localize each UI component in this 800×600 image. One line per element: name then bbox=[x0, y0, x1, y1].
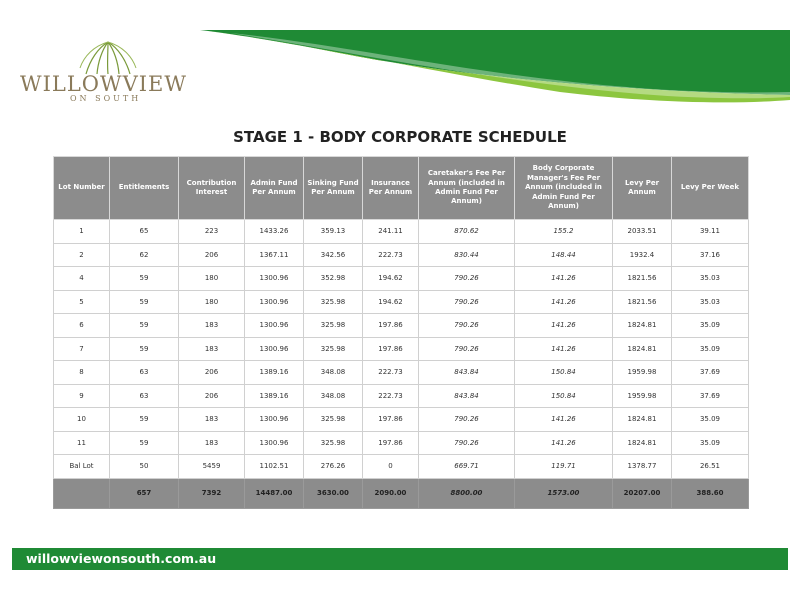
table-cell: 359.13 bbox=[304, 220, 363, 244]
table-cell: 119.71 bbox=[515, 455, 613, 479]
table-cell: 7 bbox=[54, 337, 110, 361]
table-cell: 1367.11 bbox=[245, 243, 304, 267]
table-cell: 59 bbox=[110, 267, 179, 291]
table-cell: 1378.77 bbox=[613, 455, 672, 479]
table-row bbox=[54, 314, 749, 338]
table-cell: 1824.81 bbox=[613, 408, 672, 432]
table-cell: 1824.81 bbox=[613, 431, 672, 455]
total-cell: 388.60 bbox=[672, 478, 749, 508]
table-cell: 141.26 bbox=[515, 408, 613, 432]
table-cell: 348.08 bbox=[304, 384, 363, 408]
table-cell: 276.26 bbox=[304, 455, 363, 479]
table-cell: 141.26 bbox=[515, 337, 613, 361]
table-cell: 790.26 bbox=[419, 314, 515, 338]
table-cell: 1932.4 bbox=[613, 243, 672, 267]
table-cell: 1300.96 bbox=[245, 267, 304, 291]
table-cell: 35.03 bbox=[672, 267, 749, 291]
column-header: Levy Per Week bbox=[672, 157, 749, 220]
table-cell: Bal Lot bbox=[54, 455, 110, 479]
table-cell: 222.73 bbox=[363, 384, 419, 408]
table-cell: 63 bbox=[110, 361, 179, 385]
table-cell: 1389.16 bbox=[245, 361, 304, 385]
table-cell: 222.73 bbox=[363, 361, 419, 385]
table-cell: 1300.96 bbox=[245, 431, 304, 455]
total-cell: 657 bbox=[110, 478, 179, 508]
table-row bbox=[54, 431, 749, 455]
table-cell: 843.84 bbox=[419, 361, 515, 385]
total-cell: 8800.00 bbox=[419, 478, 515, 508]
table-cell: 790.26 bbox=[419, 290, 515, 314]
table-cell: 26.51 bbox=[672, 455, 749, 479]
table-cell: 141.26 bbox=[515, 314, 613, 338]
page-title: STAGE 1 - BODY CORPORATE SCHEDULE bbox=[233, 128, 567, 146]
table-cell: 222.73 bbox=[363, 243, 419, 267]
table-cell: 59 bbox=[110, 337, 179, 361]
table-cell: 180 bbox=[179, 290, 245, 314]
table-cell: 59 bbox=[110, 290, 179, 314]
table-cell: 183 bbox=[179, 314, 245, 338]
table-cell: 59 bbox=[110, 314, 179, 338]
table-cell: 1824.81 bbox=[613, 314, 672, 338]
table-cell: 348.08 bbox=[304, 361, 363, 385]
table-cell: 194.62 bbox=[363, 267, 419, 291]
table-cell: 141.26 bbox=[515, 290, 613, 314]
table-cell: 1102.51 bbox=[245, 455, 304, 479]
table-cell: 790.26 bbox=[419, 408, 515, 432]
table-cell: 35.09 bbox=[672, 431, 749, 455]
table-cell: 65 bbox=[110, 220, 179, 244]
table-cell: 35.09 bbox=[672, 408, 749, 432]
table-cell: 50 bbox=[110, 455, 179, 479]
column-header: Caretaker's Fee Per Annum (included in Admin Fund Per Annum) bbox=[419, 157, 515, 220]
table-cell: 150.84 bbox=[515, 384, 613, 408]
table-cell: 35.09 bbox=[672, 314, 749, 338]
column-header: Levy Per Annum bbox=[613, 157, 672, 220]
total-cell: 2090.00 bbox=[363, 478, 419, 508]
total-cell: 3630.00 bbox=[304, 478, 363, 508]
column-header: Lot Number bbox=[54, 157, 110, 220]
table-cell: 1821.56 bbox=[613, 290, 672, 314]
table-cell: 180 bbox=[179, 267, 245, 291]
table-row bbox=[54, 408, 749, 432]
table-cell: 206 bbox=[179, 384, 245, 408]
table-cell: 141.26 bbox=[515, 431, 613, 455]
table-cell: 1433.26 bbox=[245, 220, 304, 244]
total-cell: 1573.00 bbox=[515, 478, 613, 508]
table-cell: 1 bbox=[54, 220, 110, 244]
table-cell: 59 bbox=[110, 408, 179, 432]
table-cell: 10 bbox=[54, 408, 110, 432]
table-cell: 325.98 bbox=[304, 408, 363, 432]
table-cell: 39.11 bbox=[672, 220, 749, 244]
table-cell: 197.86 bbox=[363, 314, 419, 338]
table-cell: 194.62 bbox=[363, 290, 419, 314]
table-cell: 6 bbox=[54, 314, 110, 338]
column-header: Body Corporate Manager's Fee Per Annum (included in Admin Fund Per Annum) bbox=[515, 157, 613, 220]
total-cell: 20207.00 bbox=[613, 478, 672, 508]
table-cell: 325.98 bbox=[304, 290, 363, 314]
table-cell: 1959.98 bbox=[613, 384, 672, 408]
table-cell: 8 bbox=[54, 361, 110, 385]
table-row bbox=[54, 267, 749, 291]
logo-wordmark: WILLOWVIEW bbox=[20, 72, 187, 96]
table-cell: 2033.51 bbox=[613, 220, 672, 244]
column-header: Contribution Interest bbox=[179, 157, 245, 220]
table-cell: 790.26 bbox=[419, 267, 515, 291]
table-cell: 1824.81 bbox=[613, 337, 672, 361]
table-cell: 11 bbox=[54, 431, 110, 455]
table-cell: 669.71 bbox=[419, 455, 515, 479]
table-cell: 37.69 bbox=[672, 361, 749, 385]
table-cell: 843.84 bbox=[419, 384, 515, 408]
table-cell: 5459 bbox=[179, 455, 245, 479]
table-cell: 197.86 bbox=[363, 337, 419, 361]
table-cell: 37.69 bbox=[672, 384, 749, 408]
table-cell: 2 bbox=[54, 243, 110, 267]
table-row bbox=[54, 455, 749, 479]
table-cell: 0 bbox=[363, 455, 419, 479]
table-row bbox=[54, 361, 749, 385]
table-cell: 206 bbox=[179, 243, 245, 267]
table-cell: 241.11 bbox=[363, 220, 419, 244]
table-cell: 325.98 bbox=[304, 431, 363, 455]
table-header-row bbox=[54, 157, 749, 220]
table-cell: 150.84 bbox=[515, 361, 613, 385]
table-cell: 59 bbox=[110, 431, 179, 455]
table-cell: 62 bbox=[110, 243, 179, 267]
table-cell: 325.98 bbox=[304, 314, 363, 338]
total-cell bbox=[54, 478, 110, 508]
table-cell: 63 bbox=[110, 384, 179, 408]
totals-row bbox=[54, 478, 749, 508]
table-cell: 1300.96 bbox=[245, 408, 304, 432]
table-cell: 155.2 bbox=[515, 220, 613, 244]
table-cell: 5 bbox=[54, 290, 110, 314]
body-corporate-schedule-table bbox=[53, 156, 749, 509]
table-cell: 342.56 bbox=[304, 243, 363, 267]
footer-bar bbox=[12, 548, 788, 570]
total-cell: 14487.00 bbox=[245, 478, 304, 508]
table-cell: 4 bbox=[54, 267, 110, 291]
table-row bbox=[54, 290, 749, 314]
table-cell: 35.09 bbox=[672, 337, 749, 361]
table-cell: 197.86 bbox=[363, 408, 419, 432]
table-cell: 352.98 bbox=[304, 267, 363, 291]
table-cell: 206 bbox=[179, 361, 245, 385]
column-header: Entitlements bbox=[110, 157, 179, 220]
total-cell: 7392 bbox=[179, 478, 245, 508]
footer-website-link[interactable]: willowviewonsouth.com.au bbox=[26, 551, 217, 566]
table-cell: 183 bbox=[179, 431, 245, 455]
table-cell: 1300.96 bbox=[245, 290, 304, 314]
table-cell: 1300.96 bbox=[245, 314, 304, 338]
table-cell: 325.98 bbox=[304, 337, 363, 361]
table-cell: 183 bbox=[179, 337, 245, 361]
table-cell: 141.26 bbox=[515, 267, 613, 291]
table-cell: 35.03 bbox=[672, 290, 749, 314]
table-cell: 183 bbox=[179, 408, 245, 432]
column-header: Sinking Fund Per Annum bbox=[304, 157, 363, 220]
table-cell: 148.44 bbox=[515, 243, 613, 267]
table-cell: 1821.56 bbox=[613, 267, 672, 291]
table-cell: 223 bbox=[179, 220, 245, 244]
logo-tagline: ON SOUTH bbox=[70, 94, 142, 103]
table-cell: 870.62 bbox=[419, 220, 515, 244]
table-cell: 790.26 bbox=[419, 431, 515, 455]
column-header: Admin Fund Per Annum bbox=[245, 157, 304, 220]
table-cell: 37.16 bbox=[672, 243, 749, 267]
table-cell: 830.44 bbox=[419, 243, 515, 267]
table-cell: 1389.16 bbox=[245, 384, 304, 408]
table-row bbox=[54, 220, 749, 244]
table-cell: 1300.96 bbox=[245, 337, 304, 361]
column-header: Insurance Per Annum bbox=[363, 157, 419, 220]
table-cell: 790.26 bbox=[419, 337, 515, 361]
table-cell: 197.86 bbox=[363, 431, 419, 455]
table-row bbox=[54, 337, 749, 361]
table-row bbox=[54, 243, 749, 267]
table-cell: 1959.98 bbox=[613, 361, 672, 385]
table-cell: 9 bbox=[54, 384, 110, 408]
table-row bbox=[54, 384, 749, 408]
